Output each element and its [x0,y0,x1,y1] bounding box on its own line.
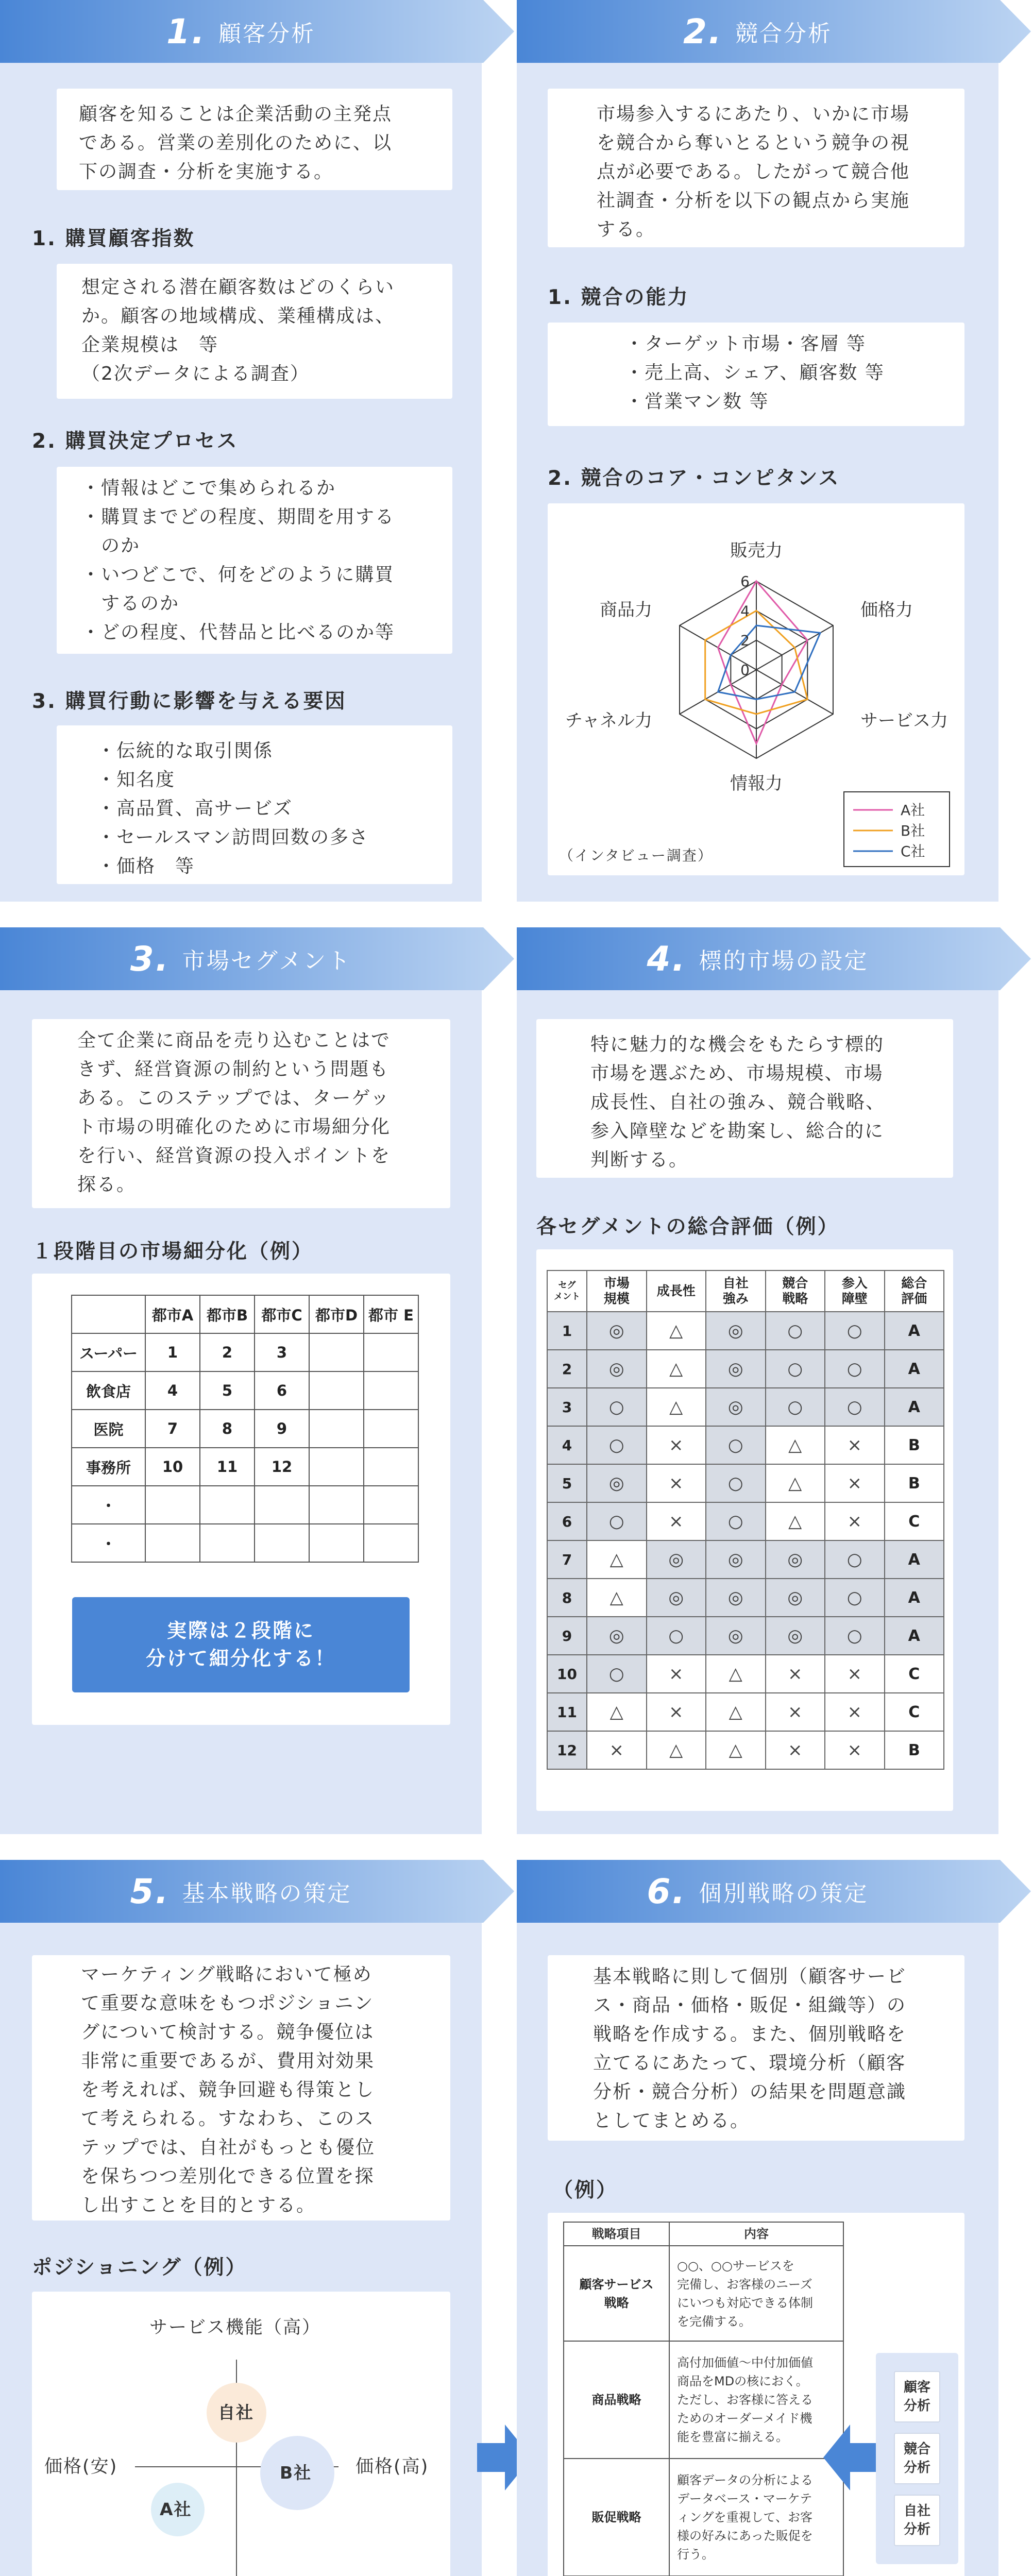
overall-rating: A [885,1350,944,1388]
segment-number: 4 [547,1426,587,1464]
col-header: 自社 強み [706,1270,766,1312]
table-cell: 9 [255,1410,309,1448]
s2-intro-card [548,89,964,247]
intro-line: グについて検討する。競争優位は [81,2022,375,2043]
section-2-header [517,0,998,63]
overall-rating: C [885,1693,944,1731]
table-row [547,1312,944,1350]
rating-cell: ◎ [766,1617,825,1655]
rating-cell: ○ [825,1350,885,1388]
rating-cell: △ [766,1502,825,1540]
context-competitor-analysis: 競合 分析 [894,2433,940,2484]
rating-cell: ○ [706,1464,766,1502]
table-cell: 2 [200,1333,255,1371]
col-header: 総合 評価 [885,1270,944,1312]
section-title: 市場セグメント [182,948,352,974]
company-b-label: B社 [280,2463,312,2483]
col-header: 都市C [255,1295,309,1333]
col-header: 市場 規模 [587,1270,647,1312]
rating-cell: ◎ [647,1540,706,1579]
rating-cell: ◎ [587,1617,647,1655]
table-row [564,2459,843,2576]
section-5-header [0,1860,482,1923]
rating-cell: × [647,1502,706,1540]
s3-heading: １段階目の市場細分化（例） [32,1240,314,1263]
table-cell: 11 [200,1448,255,1486]
rating-cell: × [766,1731,825,1769]
rating-cell: ○ [587,1655,647,1693]
strategy-item: 販促戦略 [564,2459,669,2576]
rating-cell: × [647,1655,706,1693]
intro-line: 判断する。 [590,1149,689,1171]
section-number: 5. [130,1871,170,1911]
radar-note: （インタビュー調査） [559,847,713,864]
rating-cell: × [766,1693,825,1731]
rating-cell: ◎ [766,1579,825,1617]
overall-rating: A [885,1579,944,1617]
rating-cell: ○ [706,1502,766,1540]
intro-line: 市場を選ぶため、市場規模、市場 [590,1063,884,1084]
rating-cell: ○ [706,1426,766,1464]
table-row [547,1540,944,1579]
table-cell: 10 [145,1448,200,1486]
rating-cell: ◎ [706,1540,766,1579]
table-row [564,2341,843,2459]
table-row [547,1388,944,1426]
rating-cell: ○ [825,1617,885,1655]
s2-sub1-card [548,323,964,426]
rating-cell: ◎ [706,1579,766,1617]
s1-sub1-card [57,264,452,399]
intro-line: を考えれば、競争回避も得策とし [81,2079,375,2100]
strategy-content: 高付加価値～中付加価値 商品をMDの核におく。 ただし、お客様に答える ためのオーダーメイド機 能を豊富に揃える。 [669,2341,843,2459]
intro-line: テップでは、自社がもっとも優位 [81,2137,376,2158]
sub-line: ・価格 等 [97,856,195,877]
sub-line: ・売上高、シェア、顧客数 等 [625,362,885,383]
intro-line: て考えられる。すなわち、このス [81,2108,375,2129]
row-label: 飲食店 [72,1371,145,1410]
segment-number: 10 [547,1655,587,1693]
table-cell [364,1333,418,1371]
rating-cell: △ [706,1731,766,1769]
radar-chart [548,503,964,875]
rating-cell: ○ [766,1312,825,1350]
section-3-header [0,927,482,990]
sub-line: ・高品質、高サービズ [97,798,293,819]
row-label: スーパー [72,1333,145,1371]
segment-number: 9 [547,1617,587,1655]
intro-line: 基本戦略に則して個別（顧客サービ [593,1966,907,1987]
section-number: 2. [683,11,723,52]
table-cell: 4 [145,1371,200,1410]
context-customer-analysis: 顧客 分析 [894,2371,940,2422]
sub-line: するのか [81,593,180,614]
rating-cell: ◎ [587,1464,647,1502]
axis-left-label: 価格(安) [44,2456,118,2477]
table-cell: 3 [255,1333,309,1371]
section-title: 競合分析 [735,21,832,47]
table-cell [364,1410,418,1448]
s1-intro-card [57,89,452,190]
company-a-label: A社 [160,2499,192,2519]
radar-axis-label: 販売力 [730,540,783,561]
table-row [547,1693,944,1731]
intro-line: 分析・競合分析）の結果を問題意識 [593,2081,907,2103]
intro-line: 全て企業に商品を売り込むことはで [77,1030,391,1051]
segment-number: 3 [547,1388,587,1426]
overall-rating: B [885,1464,944,1502]
segment-number: 7 [547,1540,587,1579]
rating-cell: ◎ [706,1388,766,1426]
table-cell: 7 [145,1410,200,1448]
table-cell [200,1486,255,1524]
table-cell [364,1371,418,1410]
segment-table [71,1295,419,1563]
rating-cell: ◎ [647,1579,706,1617]
rating-cell: × [825,1693,885,1731]
rating-cell: △ [587,1693,647,1731]
s1-sub1-heading: 1. 購買顧客指数 [32,227,195,250]
row-label: 医院 [72,1410,145,1448]
strategy-content: ○○、○○サービスを 完備し、お客様のニーズ にいつも対応できる体制 を完備する。 [669,2246,843,2341]
intro-line: ト市場の明確化のために市場細分化 [77,1116,391,1138]
intro-line: としてまとめる。 [593,2110,750,2131]
strategy-table [563,2222,844,2576]
rating-cell: ◎ [706,1617,766,1655]
intro-line: を保ちつつ差別化できる位置を探 [81,2166,375,2187]
arrow-left-icon [819,2421,881,2494]
legend-label: C社 [901,843,925,860]
rating-cell: △ [587,1579,647,1617]
table-cell [364,1486,418,1524]
sub-line: ・知名度 [97,769,176,790]
strategy-item: 商品戦略 [564,2341,669,2459]
table-cell: 12 [255,1448,309,1486]
rating-cell: ○ [825,1579,885,1617]
table-cell [309,1524,364,1562]
segment-number: 8 [547,1579,587,1617]
table-cell: 8 [200,1410,255,1448]
rating-cell: ○ [766,1350,825,1388]
s2-sub2-heading: 2. 競合のコア・コンピタンス [548,467,840,490]
rating-cell: ○ [825,1540,885,1579]
table-cell [309,1448,364,1486]
radar-axis-label: サービス力 [860,710,948,731]
section-number: 3. [130,939,170,979]
rating-cell: ◎ [766,1540,825,1579]
table-cell: 6 [255,1371,309,1410]
radar-axis-label: 価格力 [860,600,913,620]
rating-cell: × [825,1502,885,1540]
segment-number: 6 [547,1502,587,1540]
section-title: 基本戦略の策定 [182,1880,352,1907]
table-cell [145,1524,200,1562]
s6-intro-card [548,1955,964,2141]
row-label: ・ [72,1524,145,1562]
col-header: 都市B [200,1295,255,1333]
intro-line: 探る。 [77,1174,137,1195]
intro-line: マーケティング戦略において極め [81,1964,372,1985]
sub-line: か。顧客の地域構成、業種構成は、 [81,306,395,327]
col-header: 都市 E [364,1295,418,1333]
table-row [547,1464,944,1502]
rating-cell: ○ [766,1388,825,1426]
sub-line: （2次データによる調査） [81,363,310,384]
rating-cell: × [825,1464,885,1502]
row-label: 事務所 [72,1448,145,1486]
segment-number: 11 [547,1693,587,1731]
rating-cell: ○ [825,1312,885,1350]
rating-cell: ◎ [587,1350,647,1388]
overall-rating: B [885,1426,944,1464]
rating-cell: △ [647,1312,706,1350]
intro-line: し出すことを目的とする。 [81,2195,316,2216]
section-title: 顧客分析 [218,21,315,47]
rating-cell: ◎ [706,1350,766,1388]
strategy-content: 顧客データの分析による データベース・マーケテ ィングを重視して、お客 様の好みにあった販促を 行う。 [669,2459,843,2576]
overall-rating: A [885,1617,944,1655]
sub-line: ・セールスマン訪問回数の多さ [97,827,369,848]
rating-cell: ◎ [706,1312,766,1350]
table-row [547,1579,944,1617]
radar-tick-label: 6 [740,573,750,590]
s3-intro-card [32,1019,450,1208]
radar-axis-label: チャネル力 [565,710,652,731]
rating-cell: ○ [587,1426,647,1464]
table-cell [309,1410,364,1448]
legend-label: B社 [901,822,925,839]
rating-cell: △ [766,1464,825,1502]
table-cell [145,1486,200,1524]
col-header: 内容 [669,2222,843,2246]
legend-label: A社 [901,802,925,819]
sub-line: ・営業マン数 等 [625,391,769,412]
radar-tick-label: 0 [740,662,750,679]
s2-sub1-heading: 1. 競合の能力 [548,286,689,309]
table-row [547,1426,944,1464]
s4-intro-card [536,1019,953,1178]
s5-heading: ポジショニング（例） [32,2256,247,2279]
sub-line: 企業規模は 等 [81,334,219,355]
segment-number: 1 [547,1312,587,1350]
sub-line: ・情報はどこで集められるか [81,478,336,499]
table-header-row [564,2222,843,2246]
row-label: ・ [72,1486,145,1524]
table-row [547,1617,944,1655]
s4-heading: 各セグメントの総合評価（例） [536,1215,839,1239]
rating-cell: △ [706,1655,766,1693]
overall-rating: C [885,1655,944,1693]
radar-tick-label: 2 [740,632,750,649]
section-6-header [517,1860,998,1923]
sub-line: ・どの程度、代替品と比べるのか等 [81,622,395,643]
intro-line: て重要な意味をもつポジショニン [81,1993,374,2014]
table-row [72,1524,418,1562]
rating-cell: × [587,1731,647,1769]
table-cell [309,1371,364,1410]
table-row [547,1655,944,1693]
section-title: 個別戦略の策定 [699,1880,869,1907]
col-header: 成長性 [647,1270,706,1312]
intro-line: ス・商品・価格・販促・組織等）の [593,1995,907,2016]
rating-cell: × [825,1731,885,1769]
table-cell [309,1333,364,1371]
rating-cell: × [825,1655,885,1693]
sub-line: ・ターゲット市場・客層 等 [625,333,867,354]
rating-cell: × [647,1426,706,1464]
overall-rating: B [885,1731,944,1769]
table-cell [200,1524,255,1562]
radar-legend [844,792,950,867]
table-row [547,1502,944,1540]
strategy-item: 顧客サービス 戦略 [564,2246,669,2341]
table-row [564,2246,843,2341]
section-4-header [517,927,998,990]
rating-cell: ○ [587,1502,647,1540]
radar-series-A社 [718,581,808,743]
table-row [547,1350,944,1388]
table-cell: 5 [200,1371,255,1410]
segment-number: 2 [547,1350,587,1388]
table-row [72,1333,418,1371]
two-stage-button[interactable] [72,1597,410,1692]
rating-cell: △ [766,1426,825,1464]
segment-number: 5 [547,1464,587,1502]
intro-line: 参入障壁などを勘案し、総合的に [590,1121,885,1142]
intro-line: きず、経営資源の制約という問題も [77,1059,390,1080]
rating-cell: ◎ [587,1312,647,1350]
rating-cell: △ [647,1388,706,1426]
radar-axis-label: 情報力 [730,773,783,794]
col-header: 競合 戦略 [766,1270,825,1312]
s1-sub3-heading: 3. 購買行動に影響を与える要因 [32,690,347,713]
intro-line: である。営業の差別化のために、以 [79,132,393,154]
intro-line: ある。このステップでは、ターゲッ [77,1088,390,1109]
intro-line: を行い、経営資源の投入ポイントを [77,1145,391,1166]
rating-cell: △ [647,1731,706,1769]
s1-sub2-card [57,467,452,654]
intro-line: 戦略を作成する。また、個別戦略を [593,2024,907,2045]
evaluation-table [547,1270,944,1770]
intro-line: 立てるにあたって、環境分析（顧客 [593,2053,906,2074]
intro-line: する。 [597,219,656,240]
overall-rating: A [885,1312,944,1350]
s1-sub3-card [57,725,452,884]
radar-tick-label: 4 [740,602,750,620]
section-title: 標的市場の設定 [699,948,869,974]
intro-line: 下の調査・分析を実施する。 [79,161,334,182]
section-number: 1. [166,11,206,52]
rating-cell: △ [706,1693,766,1731]
s6-heading: （例） [553,2179,618,2202]
intro-line: 非常に重要であるが、費用対効果 [81,2050,375,2072]
intro-line: 点が必要である。したがって競合他 [597,161,910,182]
table-row [72,1448,418,1486]
rating-cell: △ [587,1540,647,1579]
sub-line: ・購買までどの程度、期間を用する [81,506,395,528]
table-row [72,1486,418,1524]
intro-line: 成長性、自社の強み、競合戦略、 [590,1092,886,1113]
table-cell [255,1486,309,1524]
s5-intro-card [32,1955,450,2221]
intro-line: 顧客を知ることは企業活動の主発点 [79,104,393,125]
section-number: 4. [647,939,687,979]
rating-cell: × [766,1655,825,1693]
table-cell [255,1524,309,1562]
table-cell: 1 [145,1333,200,1371]
table-header-row [547,1270,944,1312]
overall-rating: C [885,1502,944,1540]
rating-cell: × [647,1464,706,1502]
col-header: 参入 障壁 [825,1270,885,1312]
table-row [547,1731,944,1769]
axis-right-label: 価格(高) [355,2456,429,2477]
intro-line: 特に魅力的な機会をもたらす標的 [590,1034,885,1055]
table-cell [309,1486,364,1524]
s1-sub2-heading: 2. 購買決定プロセス [32,430,239,453]
sub-line: ・伝統的な取引関係 [97,740,274,761]
rating-cell: × [825,1426,885,1464]
radar-axis-label: 商品力 [600,600,652,620]
sub-line: 想定される潜在顧客数はどのくらい [81,277,395,298]
sub-line: ・いつどこで、何をどのように購買 [81,564,395,585]
rating-cell: △ [647,1350,706,1388]
rating-cell: ○ [647,1617,706,1655]
rating-cell: ○ [587,1388,647,1426]
segment-number: 12 [547,1731,587,1769]
sub-line: のか [81,535,141,556]
table-cell [364,1448,418,1486]
overall-rating: A [885,1388,944,1426]
table-row [72,1371,418,1410]
button-line: 実際は２段階に [166,1619,315,1642]
overall-rating: A [885,1540,944,1579]
col-header: セグ メント [547,1270,587,1312]
col-header: 都市D [309,1295,364,1333]
table-cell [364,1524,418,1562]
section-number: 6. [647,1871,687,1911]
intro-line: 市場参入するにあたり、いかに市場 [597,104,910,125]
button-line: 分けて細分化する！ [145,1647,336,1670]
col-header: 戦略項目 [564,2222,669,2246]
rating-cell: × [647,1693,706,1731]
col-header: 都市A [145,1295,200,1333]
section-1-header [0,0,482,63]
rating-cell: ○ [825,1388,885,1426]
table-row [72,1410,418,1448]
axis-top-label: サービス機能（高） [149,2317,321,2338]
intro-line: を競合から奪いとるという競争の視 [597,132,910,154]
own-company-label: 自社 [218,2402,254,2422]
context-own-analysis: 自社 分析 [894,2495,940,2546]
intro-line: 社調査・分析を以下の観点から実施 [597,190,910,211]
